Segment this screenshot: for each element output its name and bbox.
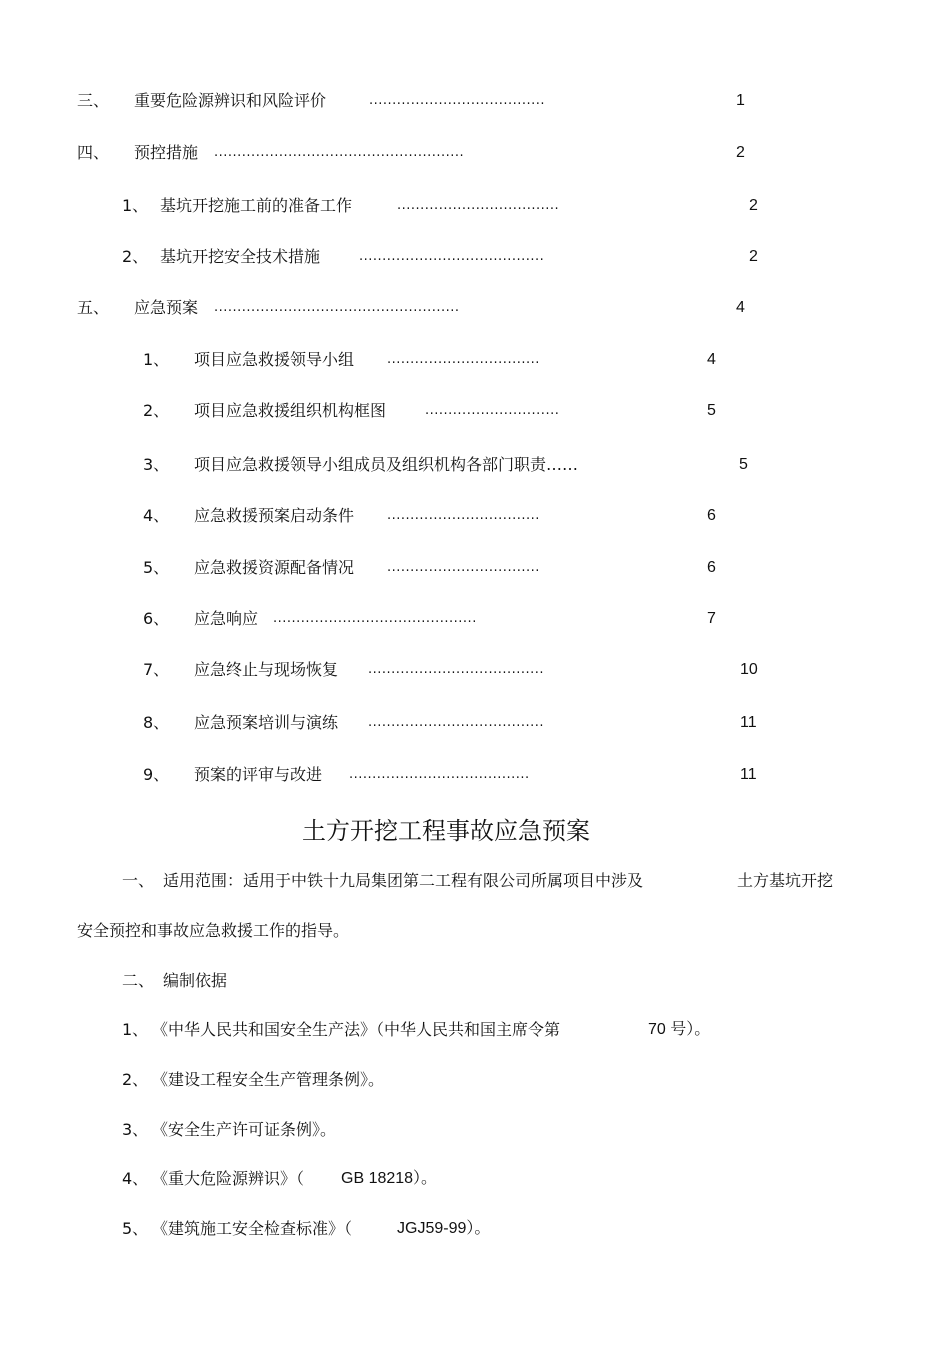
toc-entry-page: 5 xyxy=(707,402,716,419)
toc-entry-number: 五、 xyxy=(77,298,110,317)
list-item-number: 4、 xyxy=(122,1169,149,1188)
section-number: 一、 xyxy=(122,871,155,890)
list-item-text: 《建设工程安全生产管理条例》。 xyxy=(152,1070,385,1089)
toc-entry-number: 9、 xyxy=(143,765,170,784)
toc-entry-leader: ...................................... xyxy=(369,93,546,108)
toc-entry-leader: ...................................................... xyxy=(214,145,465,160)
toc-entry-leader: ............................. xyxy=(425,403,560,418)
list-item-text: 《建筑施工安全检查标准》（ xyxy=(152,1219,353,1238)
toc-entry-page: 7 xyxy=(707,610,716,627)
toc-entry-page: 4 xyxy=(736,299,745,316)
toc-entry-page: 2 xyxy=(749,248,758,265)
list-item-text-tail: 70 号）。 xyxy=(648,1021,711,1038)
toc-entry-page: 2 xyxy=(749,197,758,214)
toc-entry-page: 4 xyxy=(707,351,716,368)
toc-entry-leader: ....................................... xyxy=(349,767,530,782)
toc-entry-number: 2、 xyxy=(143,401,170,420)
document-title: 土方开挖工程事故应急预案 xyxy=(302,817,590,845)
toc-entry-leader: ................................. xyxy=(387,508,540,523)
toc-entry-number: 3、 xyxy=(143,455,170,474)
list-item-number: 2、 xyxy=(122,1070,149,1089)
toc-entry-leader: ........................................ xyxy=(359,249,545,264)
section-heading: 编制依据 xyxy=(163,971,228,990)
list-item-text: 《安全生产许可证条例》。 xyxy=(152,1120,337,1139)
toc-entry-leader: ................................... xyxy=(397,198,560,213)
toc-entry-title: 项目应急救援组织机构框图 xyxy=(194,401,387,420)
list-item-text: 《重大危险源辨识》（ xyxy=(152,1169,305,1188)
toc-entry-leader: ...................................... xyxy=(368,715,545,730)
toc-entry-title: 基坑开挖施工前的准备工作 xyxy=(160,196,353,215)
toc-entry-leader: ..................................................... xyxy=(214,300,460,315)
scope-text: 适用范围：适用于中铁十九局集团第二工程有限公司所属项目中涉及 xyxy=(163,871,644,890)
list-item-text-tail: JGJ59-99）。 xyxy=(397,1220,491,1237)
section-number: 二、 xyxy=(122,971,155,990)
toc-entry-leader: ................................. xyxy=(387,352,540,367)
scope-text-continued: 安全预控和事故应急救援工作的指导。 xyxy=(77,921,350,940)
toc-entry-title: 预案的评审与改进 xyxy=(194,765,323,784)
toc-entry-number: 4、 xyxy=(143,506,170,525)
toc-entry-number: 8、 xyxy=(143,713,170,732)
toc-entry-title: 应急终止与现场恢复 xyxy=(194,660,339,679)
toc-entry-number: 三、 xyxy=(77,91,110,110)
toc-entry-number: 1、 xyxy=(143,350,170,369)
toc-entry-page: 10 xyxy=(740,661,758,678)
toc-entry-page: 11 xyxy=(740,714,757,731)
toc-entry-title: 应急救援资源配备情况 xyxy=(194,558,355,577)
toc-entry-page: 6 xyxy=(707,559,716,576)
list-item-number: 1、 xyxy=(122,1020,149,1039)
toc-entry-title: 预控措施 xyxy=(134,143,199,162)
toc-entry-number: 7、 xyxy=(143,660,170,679)
toc-entry-title: 应急响应 xyxy=(194,609,259,628)
toc-entry-leader: ................................. xyxy=(387,560,540,575)
toc-entry-title: 应急救援预案启动条件 xyxy=(194,506,355,525)
list-item-text: 《中华人民共和国安全生产法》（中华人民共和国主席令第 xyxy=(152,1020,561,1039)
toc-entry-title: 应急预案培训与演练 xyxy=(194,713,339,732)
toc-entry-leader: ............................................ xyxy=(273,611,477,626)
toc-entry-number: 2、 xyxy=(122,247,149,266)
toc-entry-number: 5、 xyxy=(143,558,170,577)
toc-entry-title: 项目应急救援领导小组 xyxy=(194,350,355,369)
toc-entry-page: 2 xyxy=(736,144,745,161)
toc-entry-number: 1、 xyxy=(122,196,149,215)
list-item-number: 3、 xyxy=(122,1120,149,1139)
toc-entry-number: 6、 xyxy=(143,609,170,628)
scope-text-tail: 土方基坑开挖 xyxy=(737,871,834,890)
list-item-number: 5、 xyxy=(122,1219,149,1238)
toc-entry-page: 11 xyxy=(740,766,757,783)
toc-entry-leader: ...................................... xyxy=(368,662,545,677)
toc-entry-page: 6 xyxy=(707,507,716,524)
toc-entry-title: 项目应急救援领导小组成员及组织机构各部门职责…… xyxy=(194,455,579,474)
list-item-text-tail: GB 18218）。 xyxy=(341,1170,438,1187)
toc-entry-title: 基坑开挖安全技术措施 xyxy=(160,247,321,266)
toc-entry-title: 重要危险源辨识和风险评价 xyxy=(134,91,327,110)
toc-entry-page: 1 xyxy=(736,92,745,109)
toc-entry-number: 四、 xyxy=(77,143,110,162)
toc-entry-page: 5 xyxy=(739,456,748,473)
toc-entry-title: 应急预案 xyxy=(134,298,199,317)
